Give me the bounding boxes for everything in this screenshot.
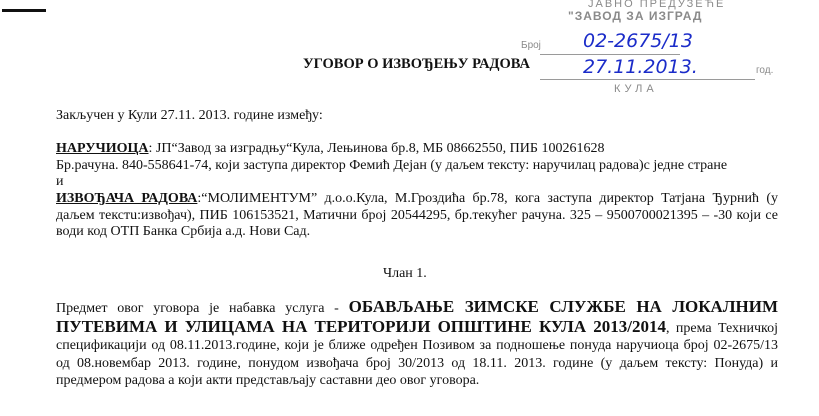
article-rest: , према Техничкој спецификацији од 08.11.2013.године, који је ближе одређен Позивом за подношење понуда наручиоца број 02-2675/13 од 08.новембар 2013. године, понудом извођача број 30/2013 од 18.11. 2013. године (у даљем тексту: Понуда) и предмером радова а који акти представљају саставни део овог уговора. xyxy=(56,320,778,388)
corner-mark xyxy=(2,9,46,12)
conjunction-and: и xyxy=(56,174,64,189)
article-1-paragraph xyxy=(56,298,778,390)
stamp-date-line xyxy=(540,79,755,80)
handwritten-registry-number: 02-2675/13 xyxy=(583,30,693,52)
contractor-label: ИЗВОЂАЧА РАДОВА xyxy=(56,191,198,206)
stamp-line-1: ЈАВНО ПРЕДУЗЕЋЕ xyxy=(588,0,726,10)
client-line-1 xyxy=(56,141,778,158)
article-intro: Предмет овог уговора је набавка услуга - xyxy=(56,301,349,316)
client-label: НАРУЧИОЦА xyxy=(56,141,149,156)
article-heading: Члан 1. xyxy=(383,266,427,281)
client-line-2: Бр.рачуна. 840-558641-74, који заступа директор Фемић Дејан (у даљем тексту: наручилац радова)с једне стране xyxy=(56,157,728,173)
stamp-number-prefix: Број xyxy=(521,40,541,51)
article-subject: ОБАВЉАЊЕ ЗИМСКЕ СЛУЖБЕ НА ЛОКАЛНИМ ПУТЕВИМА И УЛИЦАМА НА ТЕРИТОРИЈИ ОПШТИНЕ КУЛА 2013/2014 xyxy=(56,297,778,336)
document-title: УГОВОР О ИЗВОЂЕЊУ РАДОВА xyxy=(303,56,531,72)
stamp-line-2: "ЗАВОД ЗА ИЗГРАД xyxy=(568,9,703,23)
client-block xyxy=(56,141,778,191)
contractor-details: :“МОЛИМЕНТУМ” д.о.о.Кула, М.Гроздића бр.78, кога заступа директор Татјана Ђурнић (у даљем текстu:извођач), ПИБ 106153521, Матични број 20544295, бр.текућег рачуна. 325 – 9500700021395 – -30 који се води код ОТП Банка Србија а.д. Нови Сад. xyxy=(56,191,778,239)
handwritten-registry-date: 27.11.2013. xyxy=(583,56,698,78)
stamp-number-line xyxy=(540,54,680,55)
client-details: : ЈП“Завод за изградњу“Кула, Лењинова бр.8, МБ 08662550, ПИБ 100261628 xyxy=(148,141,605,156)
intro-line: Закључен у Кули 27.11. 2013. године између: xyxy=(56,108,323,123)
stamp-city: КУЛА xyxy=(614,83,658,95)
contractor-block xyxy=(56,191,778,241)
stamp-year-suffix: год. xyxy=(756,65,774,76)
